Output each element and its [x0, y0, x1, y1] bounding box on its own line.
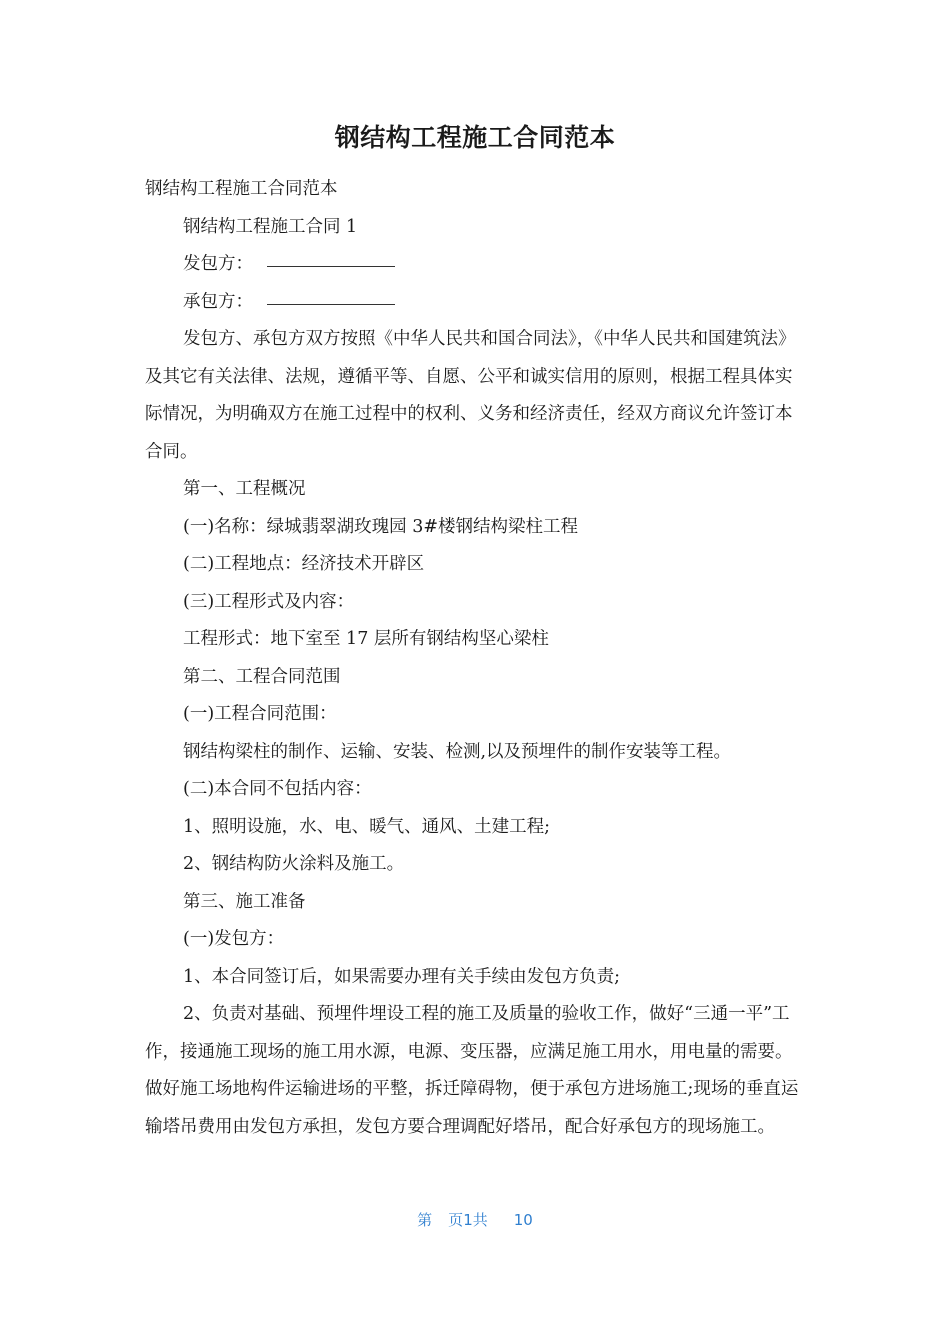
paragraph-exclusion-2: 2、钢结构防火涂料及施工。 [183, 854, 405, 874]
party-b-blank [267, 303, 395, 305]
document-subtitle: 钢结构工程施工合同范本 [145, 179, 338, 199]
party-b-label: 承包方： [183, 291, 253, 312]
paragraph-exclusion-1: 1、照明设施，水、电、暖气、通风、土建工程; [183, 816, 551, 837]
paragraph-exclusions-heading: (二)本合同不包括内容： [183, 779, 372, 799]
contract-heading: 钢结构工程施工合同 1 [183, 216, 358, 237]
footer-total-label: 共 [472, 1211, 488, 1229]
paragraph-project-location: (二)工程地点：经济技术开辟区 [183, 554, 425, 574]
document-title: 钢结构工程施工合同范本 [334, 123, 616, 152]
footer-page-current: 1 [463, 1211, 473, 1229]
paragraph-project-name: (一)名称：绿城翡翠湖玫瑰园 3#楼钢结构梁柱工程 [183, 516, 579, 537]
section-heading-1: 第一、工程概况 [183, 479, 306, 499]
footer-page-prefix: 第 [417, 1211, 433, 1229]
footer-page-mid: 页 [448, 1211, 464, 1229]
paragraph-scope-heading: (一)工程合同范围： [183, 704, 337, 724]
paragraph-preamble: 发包方、承包方双方按照《中华人民共和国合同法》，《中华人民共和国建筑法》及其它有关法律、法规，遵循平等、自愿、公平和诚实信用的原则，根据工程具体实际情况，为明确双方在施工过程中的权利、义务和经济责任，经双方商议允许签订本合同。 [145, 329, 796, 462]
page-footer [0, 1209, 950, 1230]
document-body [145, 171, 807, 1146]
footer-total-pages: 10 [513, 1211, 533, 1229]
paragraph-party-a-duty-2: 2、负责对基础、预埋件埋设工程的施工及质量的验收工作，做好“三通一平”工作，接通施工现场的施工用水源，电源、变压器，应满足施工用水，用电量的需要。做好施工场地构件运输进场的平整，拆迁障碍物，便于承包方进场施工;现场的垂直运输塔吊费用由发包方承担，发包方要合理调配好塔吊，配合好承包方的现场施工。 [145, 1004, 799, 1137]
paragraph-scope-detail: 钢结构梁柱的制作、运输、安装、检测,以及预埋件的制作安装等工程。 [183, 741, 732, 762]
party-a-blank [267, 265, 395, 267]
party-b-line [145, 284, 807, 322]
paragraph-party-a-duty-1: 1、本合同签订后，如果需要办理有关手续由发包方负责; [183, 966, 621, 987]
section-heading-2: 第二、工程合同范围 [183, 666, 341, 687]
party-a-line [145, 246, 807, 284]
section-heading-3: 第三、施工准备 [183, 891, 306, 912]
paragraph-project-form: (三)工程形式及内容： [183, 591, 355, 612]
party-a-label: 发包方： [183, 254, 253, 274]
paragraph-project-form-detail: 工程形式：地下室至 17 层所有钢结构坚心梁柱 [183, 629, 549, 649]
paragraph-party-a-duties-heading: (一)发包方： [183, 929, 285, 949]
